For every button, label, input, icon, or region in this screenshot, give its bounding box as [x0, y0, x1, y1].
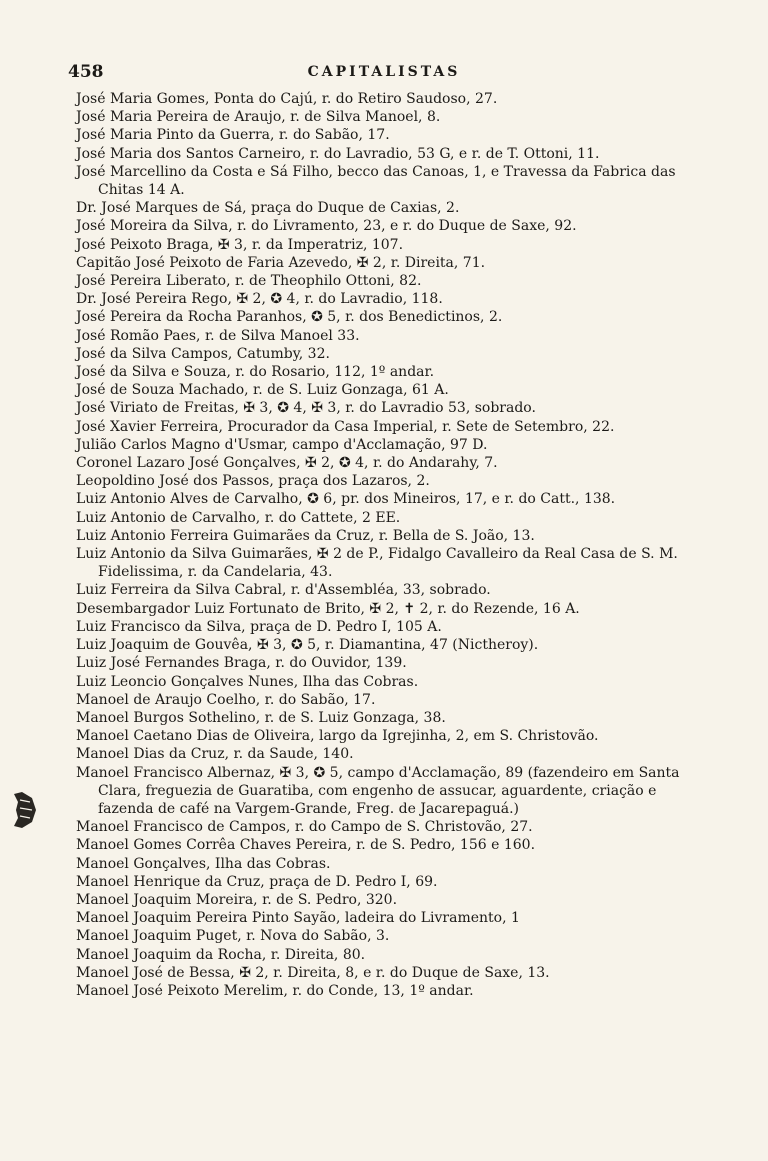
list-item: José Maria Pereira de Araujo, r. de Silva Manoel, 8.	[76, 109, 441, 126]
list-item: Manoel Henrique da Cruz, praça de D. Pedro I, 69.	[76, 873, 438, 890]
list-item: Luiz Leoncio Gonçalves Nunes, Ilha das Cobras.	[76, 673, 419, 690]
list-item: Manoel Gonçalves, Ilha das Cobras.	[76, 855, 331, 872]
list-item: Manoel Joaquim Pereira Pinto Sayão, ladeira do Livramento, 1	[76, 910, 520, 927]
list-item: Capitão José Peixoto de Faria Azevedo, ✠ 2, r. Direita, 71.	[76, 254, 486, 271]
list-item: José Peixoto Braga, ✠ 3, r. da Imperatriz, 107.	[76, 236, 404, 253]
list-item: Luiz Ferreira da Silva Cabral, r. d'Assembléa, 33, sobrado.	[76, 582, 491, 599]
list-item: Manoel Gomes Corrêa Chaves Pereira, r. de S. Pedro, 156 e 160.	[76, 837, 536, 854]
list-item: Manoel Joaquim Puget, r. Nova do Sabão, 3.	[76, 928, 390, 945]
list-item: José Maria Pinto da Guerra, r. do Sabão, 17.	[76, 127, 390, 144]
list-item: Luiz Francisco da Silva, praça de D. Pedro I, 105 A.	[76, 618, 442, 635]
list-item: Luiz Antonio de Carvalho, r. do Cattete, 2 EE.	[76, 509, 401, 526]
list-item: José de Souza Machado, r. de S. Luiz Gonzaga, 61 A.	[76, 382, 449, 399]
page-number: 458	[68, 62, 104, 82]
list-item: Luiz Antonio da Silva Guimarães, ✠ 2 de P., Fidalgo Cavalleiro da Real Casa de S. M. Fidelissima, r. da Candelaria, 43.	[76, 546, 678, 581]
list-item: Manoel José de Bessa, ✠ 2, r. Direita, 8, e r. do Duque de Saxe, 13.	[76, 964, 550, 981]
list-item: Luiz Antonio Ferreira Guimarães da Cruz, r. Bella de S. João, 13.	[76, 527, 535, 544]
list-item: Manoel José Peixoto Merelim, r. do Conde, 13, 1º andar.	[76, 982, 474, 999]
list-item: José Maria dos Santos Carneiro, r. do Lavradio, 53 G, e r. de T. Ottoni, 11.	[76, 145, 600, 162]
list-item: Manoel Francisco de Campos, r. do Campo de S. Christovão, 27.	[76, 819, 533, 836]
list-item: Manoel Joaquim da Rocha, r. Direita, 80.	[76, 946, 366, 963]
list-item: José Pereira da Rocha Paranhos, ✪ 5, r. dos Benedictinos, 2.	[76, 309, 503, 326]
list-item: José Viriato de Freitas, ✠ 3, ✪ 4, ✠ 3, r. do Lavradio 53, sobrado.	[76, 400, 536, 417]
list-item: Dr. José Marques de Sá, praça do Duque de Caxias, 2.	[76, 200, 460, 217]
list-item: Dr. José Pereira Rego, ✠ 2, ✪ 4, r. do Lavradio, 118.	[76, 291, 443, 308]
page-header	[68, 62, 700, 84]
entry-list	[76, 90, 706, 1000]
list-item: José Maria Gomes, Ponta do Cajú, r. do Retiro Saudoso, 27.	[76, 91, 498, 107]
list-item: Manoel Dias da Cruz, r. da Saude, 140.	[76, 746, 354, 763]
list-item: Manoel Caetano Dias de Oliveira, largo da Igrejinha, 2, em S. Christovão.	[76, 728, 599, 745]
list-item: José Xavier Ferreira, Procurador da Casa Imperial, r. Sete de Setembro, 22.	[76, 418, 615, 435]
list-item: Julião Carlos Magno d'Usmar, campo d'Acclamação, 97 D.	[76, 436, 488, 453]
list-item: José Romão Paes, r. de Silva Manoel 33.	[76, 327, 360, 344]
list-item: Manoel Burgos Sothelino, r. de S. Luiz Gonzaga, 38.	[76, 709, 446, 726]
list-item: José da Silva e Souza, r. do Rosario, 112, 1º andar.	[76, 364, 435, 381]
list-item: Coronel Lazaro José Gonçalves, ✠ 2, ✪ 4, r. do Andarahy, 7.	[76, 455, 498, 472]
list-item: José Marcellino da Costa e Sá Filho, becco das Canoas, 1, e Travessa da Fabrica das Chitas 14 A.	[76, 163, 676, 199]
list-item: Manoel de Araujo Coelho, r. do Sabão, 17.	[76, 691, 376, 708]
pointing-hand-icon	[12, 788, 38, 832]
list-item: Luiz Joaquim de Gouvêa, ✠ 3, ✪ 5, r. Diamantina, 47 (Nictheroy).	[76, 637, 539, 654]
list-item: Luiz José Fernandes Braga, r. do Ouvidor, 139.	[76, 655, 407, 672]
list-item: Manoel Francisco Albernaz, ✠ 3, ✪ 5, campo d'Acclamação, 89 (fazendeiro em Santa Clara, freguezia de Guaratiba, com engenho de assucar, aguardente, criação e fazenda de café na Vargem-Grande, Freg. de Jacarepaguá.)	[76, 764, 680, 817]
list-item: Manoel Joaquim Moreira, r. de S. Pedro, 320.	[76, 891, 398, 908]
running-title: CAPITALISTAS	[307, 64, 461, 80]
list-item: Leopoldino José dos Passos, praça dos Lazaros, 2.	[76, 473, 430, 490]
list-item: Desembargador Luiz Fortunato de Brito, ✠ 2, ✝ 2, r. do Rezende, 16 A.	[76, 600, 580, 617]
list-item: Luiz Antonio Alves de Carvalho, ✪ 6, pr. dos Mineiros, 17, e r. do Catt., 138.	[76, 491, 616, 508]
list-item: José Pereira Liberato, r. de Theophilo Ottoni, 82.	[76, 273, 422, 290]
list-item: José da Silva Campos, Catumby, 32.	[76, 345, 330, 362]
list-item: José Moreira da Silva, r. do Livramento, 23, e r. do Duque de Saxe, 92.	[76, 218, 577, 235]
